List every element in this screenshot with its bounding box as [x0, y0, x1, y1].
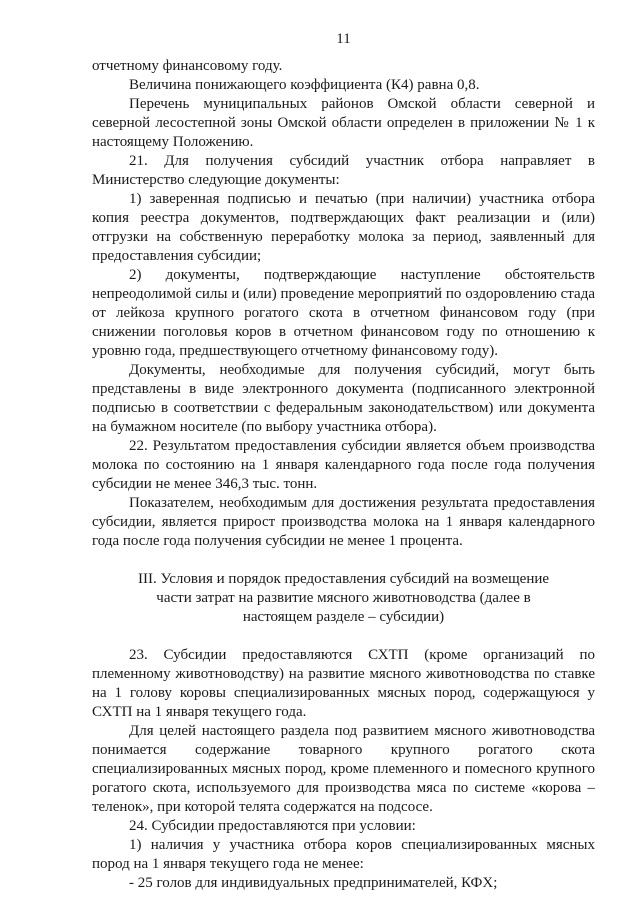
- paragraph: 24. Субсидии предоставляются при условии:: [129, 818, 416, 834]
- paragraph: Перечень муниципальных районов Омской области северной и северной лесостепной зоны Омской области определен в приложении № 1 к настоящему Положению.: [92, 96, 595, 150]
- paragraph: 22. Результатом предоставления субсидии является объем производства молока по состоянию на 1 января календарного года после года получения субсидии не менее 346,3 тыс. тонн.: [92, 438, 595, 492]
- section-heading: [137, 570, 550, 627]
- body-text-bottom: [92, 646, 595, 893]
- paragraph: Показателем, необходимым для достижения результата предоставления субсидии, является прирост производства молока на 1 января календарного года после года получения субсидии не менее 1 процента.: [92, 495, 595, 549]
- paragraph: 1) наличия у участника отбора коров специализированных мясных пород на 1 января текущего года не менее:: [92, 837, 595, 872]
- paragraph: Документы, необходимые для получения субсидий, могут быть представлены в виде электронного документа (подписанного электронной подписью в соответствии с федеральным законодательством) или документа на бумажном носителе (по выбору участника отбора).: [92, 362, 595, 435]
- paragraph: - 25 голов для индивидуальных предпринимателей, КФХ;: [129, 875, 498, 891]
- paragraph: 2) документы, подтверждающие наступление обстоятельств непреодолимой силы и (или) проведение мероприятий по оздоровлению стада от лейкоза крупного рогатого скота в отчетном финансовом году (при снижении поголовья коров в отчетном финансовом году по отношению к уровню года, предшествующего отчетному финансовому году).: [92, 267, 595, 359]
- paragraph: 1) заверенная подписью и печатью (при наличии) участника отбора копия реестра документов, подтверждающих факт реализации и (или) отгрузки на собственную переработку молока за период, заявленный для предоставления субсидии;: [92, 191, 595, 264]
- paragraph: Для целей настоящего раздела под развитием мясного животноводства понимается содержание товарного крупного рогатого скота специализированных мясных пород, кроме племенного и помесного крупного рогатого скота, используемого для производства мяса по системе «корова – теленок», при которой телята содержатся на подсосе.: [92, 723, 595, 815]
- paragraph: Величина понижающего коэффициента (К4) равна 0,8.: [129, 77, 480, 93]
- paragraph: 23. Субсидии предоставляются СХТП (кроме организаций по племенному животноводству) на развитие мясного животноводства по ставке на 1 голову коровы специализированных мясных пород, содержащуюся у СХТП на 1 января текущего года.: [92, 647, 595, 720]
- body-text-top: [92, 57, 595, 551]
- document-page: [92, 30, 595, 893]
- paragraph: отчетному финансовому году.: [92, 58, 283, 74]
- page-number: 11: [336, 31, 351, 47]
- section-heading-text: III. Условия и порядок предоставления субсидий на возмещение части затрат на развитие мясного животноводства (далее в настоящем разделе – субсидии): [137, 571, 550, 625]
- paragraph: 21. Для получения субсидий участник отбора направляет в Министерство следующие документы:: [92, 153, 595, 188]
